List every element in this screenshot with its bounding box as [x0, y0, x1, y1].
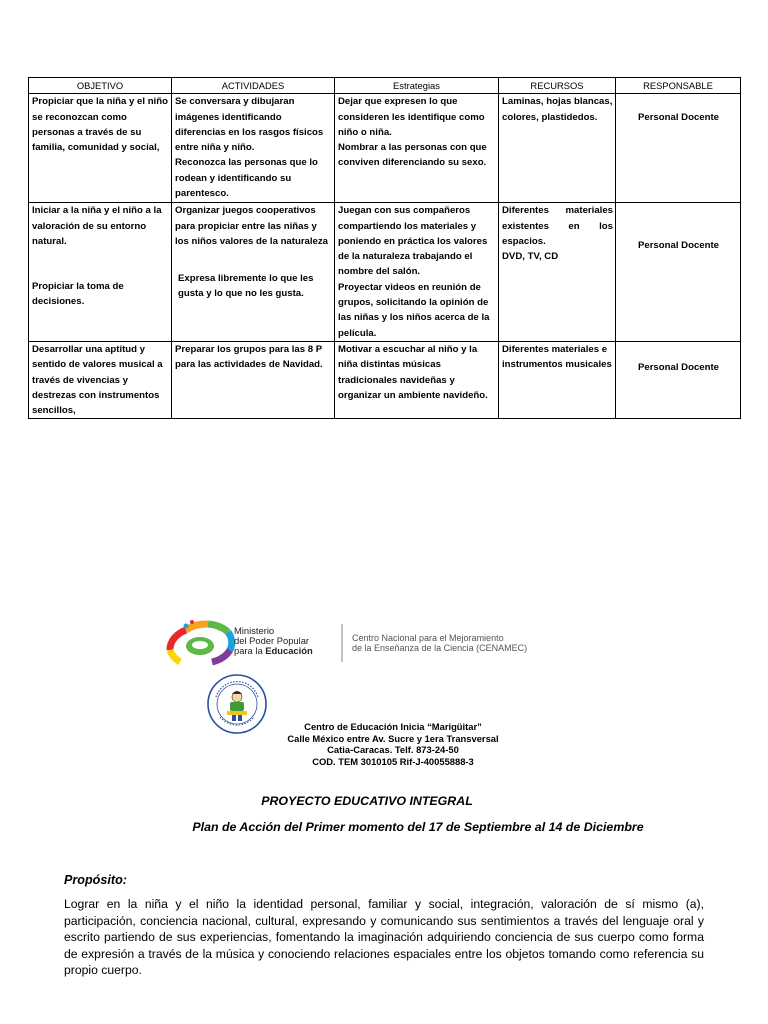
cell-estrategias	[335, 341, 499, 418]
school-address: Calle México entre Av. Sucre y 1era Transversal	[287, 732, 499, 744]
cell-actividades	[172, 94, 335, 203]
cell-objetivo	[29, 341, 172, 418]
action-plan-table	[28, 77, 741, 419]
objetivo-text: Propiciar la toma de decisiones.	[32, 281, 124, 308]
estrategia-text: Proyectar videos en reunión de grupos, solicitando la opinión de las niñas y los niños acerca de la película.	[338, 281, 490, 339]
header-actividades: ACTIVIDADES	[172, 78, 335, 94]
ministerio-educacion-logo	[166, 618, 566, 668]
actividad-text: Se conversara y dibujaran imágenes identificando diferencias en los rasgos físicos entre niña y niño.	[175, 96, 324, 154]
cell-responsable	[616, 94, 741, 203]
header-objetivo: OBJETIVO	[29, 78, 172, 94]
document-subtitle: Plan de Acción del Primer momento del 17 de Septiembre al 14 de Diciembre	[192, 820, 644, 834]
cell-responsable	[616, 341, 741, 418]
ministerio-emblem-icon	[170, 620, 232, 662]
table-row	[29, 203, 741, 342]
cell-objetivo	[29, 203, 172, 342]
table-row	[29, 341, 741, 418]
responsable-text: Personal Docente	[637, 240, 720, 252]
cell-objetivo	[29, 94, 172, 203]
objetivo-text: Iniciar a la niña y el niño a la valoración de su entorno natural.	[32, 205, 162, 247]
header-recursos: RECURSOS	[499, 78, 616, 94]
ministerio-line2: del Poder Popular	[234, 635, 310, 646]
school-seal-icon	[206, 673, 268, 735]
objetivo-text: Propiciar que la niña y el niño se reconozcan como personas a través de su familia, comunidad y social,	[32, 96, 168, 154]
cell-recursos	[499, 94, 616, 203]
actividad-text: Reconozca las personas que lo rodean y identificando su parentesco.	[175, 157, 318, 200]
recurso-text: Diferentes materiales existentes en los espacios.	[502, 205, 613, 247]
actividad-text: Preparar los grupos para las 8 P para las actividades de Navidad.	[175, 343, 323, 371]
ministerio-line1: Ministerio	[234, 625, 275, 636]
school-codes: COD. TEM 3010105 Rif-J-40055888-3	[312, 755, 474, 767]
recurso-text: Diferentes materiales e instrumentos musicales	[502, 343, 612, 371]
estrategia-text: Motivar a escuchar al niño y la niña distintas músicas tradicionales navideñas y organizar un ambiente navideño.	[338, 343, 488, 401]
school-city-phone: Catia-Caracas. Telf. 873-24-50	[327, 744, 459, 756]
estrategia-text: Nombrar a las personas con que conviven diferenciando su sexo.	[338, 142, 487, 169]
cell-estrategias	[335, 203, 499, 342]
table-row	[29, 94, 741, 203]
recurso-text: Laminas, hojas blancas, colores, plastidedos.	[502, 96, 613, 123]
cell-estrategias	[335, 94, 499, 203]
cell-recursos	[499, 203, 616, 342]
estrategia-text: Dejar que expresen lo que consideren les identifique como niño o niña.	[338, 96, 485, 138]
actividad-text: Organizar juegos cooperativos para propiciar entre las niñas y los niños valores de la naturaleza	[175, 205, 329, 247]
ministerio-line3: para la Educación	[234, 645, 313, 656]
estrategia-text: Juegan con sus compañeros compartiendo los materiales y poniendo en práctica los valores de la naturaleza trabajando el nombre del salón.	[338, 205, 488, 278]
actividad-text: Expresa libremente lo que les gusta y lo que no les gusta.	[178, 273, 314, 300]
header-responsable: RESPONSABLE	[616, 78, 741, 94]
header-estrategias: Estrategias	[335, 78, 499, 94]
responsable-text: Personal Docente	[637, 362, 720, 374]
table-header-row	[29, 78, 741, 94]
objetivo-text: Desarrollar una aptitud y sentido de valores musical a través de vivencias y destrezas con instrumentos sencillos,	[32, 343, 163, 417]
cenamec-line2: de la Enseñanza de la Ciencia (CENAMEC)	[352, 643, 528, 653]
cell-recursos	[499, 341, 616, 418]
document-title: PROYECTO EDUCATIVO INTEGRAL	[261, 794, 473, 808]
cell-actividades	[172, 341, 335, 418]
school-info	[268, 721, 518, 767]
proposito-heading: Propósito:	[64, 873, 127, 887]
school-name: Centro de Educación Inicia “Marigüitar”	[304, 721, 482, 732]
proposito-text: Lograr en la niña y el niño la identidad personal, familiar y social, integración, valoración de sí mismo (a), participación, conciencia nacional, cultural, expresando y comunicando sus sentimientos a través del lenguaje oral y escrito partiendo de sus experiencias, fomentando la imaginación adquiriendo conciencia de sus cuerpo como forma de expresión a través de la música y conociendo relaciones espaciales entre los objetos tomando como referencia su propio cuerpo.	[64, 897, 704, 978]
responsable-text: Personal Docente	[637, 112, 720, 124]
cenamec-line1: Centro Nacional para el Mejoramiento	[352, 633, 504, 643]
recurso-text: DVD, TV, CD	[502, 251, 559, 263]
cell-responsable	[616, 203, 741, 342]
cell-actividades	[172, 203, 335, 342]
